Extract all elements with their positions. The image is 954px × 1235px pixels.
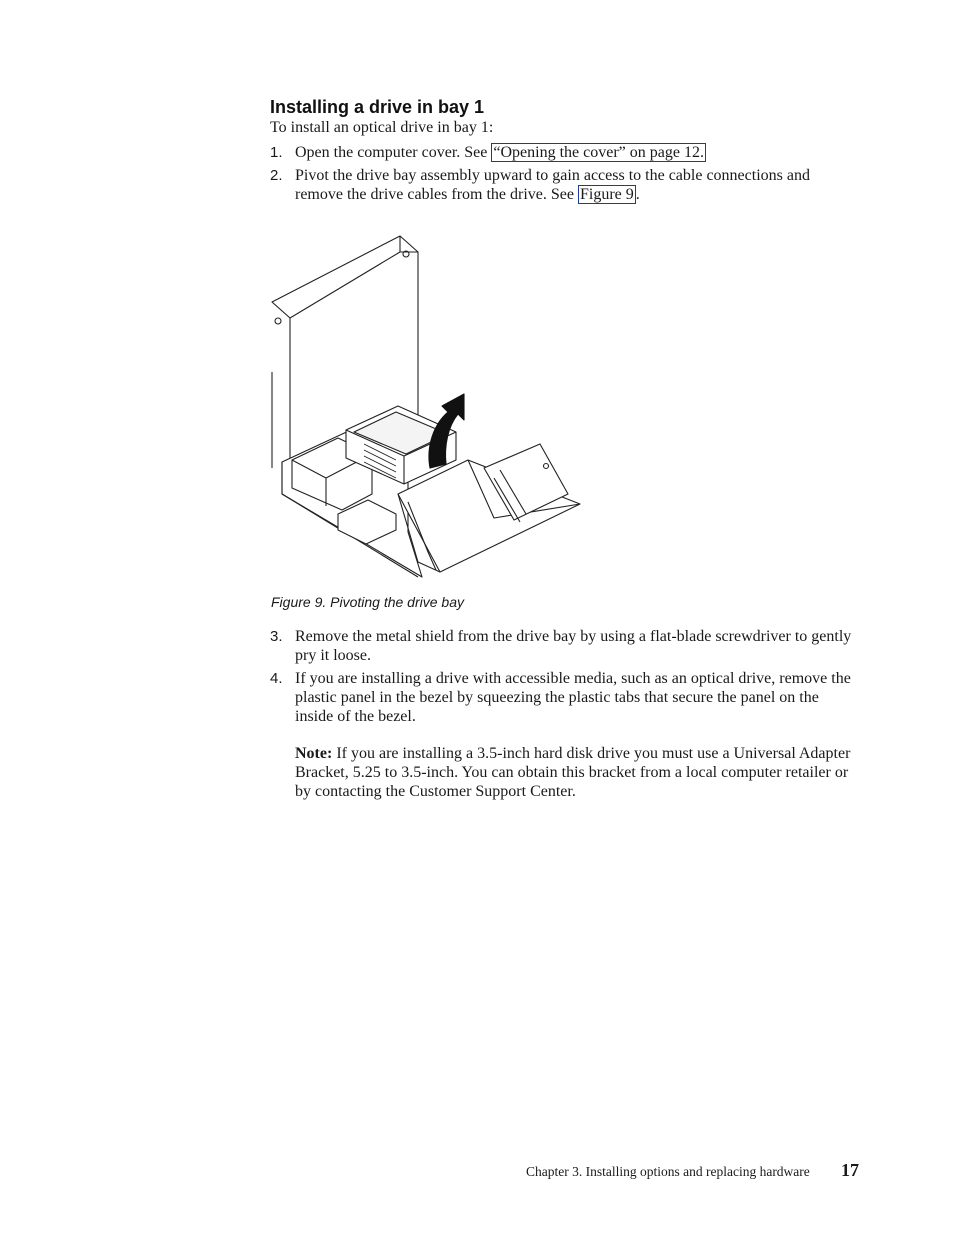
list-item-step-4 bbox=[270, 669, 855, 726]
figure-caption: Figure 9. Pivoting the drive bay bbox=[271, 594, 464, 610]
note-block bbox=[295, 744, 855, 801]
note-label: Note: bbox=[295, 745, 333, 762]
list-item-step-2: 2. Pivot the drive bay assembly upward to gain access to the cable connections and remove the drive cables from the drive. See Figure 9 . bbox=[270, 167, 810, 203]
step-number: 3. bbox=[270, 628, 283, 645]
page-number: 17 bbox=[841, 1160, 859, 1180]
intro-text: To install an optical drive in bay 1: bbox=[270, 119, 494, 136]
section-heading: Installing a drive in bay 1 bbox=[270, 97, 485, 117]
figure-9-link[interactable]: Figure 9 bbox=[580, 186, 634, 203]
opening-cover-link[interactable]: “Opening the cover” on page 12. bbox=[493, 144, 704, 161]
list-item-step-3 bbox=[270, 627, 855, 665]
step-text: Remove the metal shield from the drive bay by using a flat-blade screwdriver to gently pry it loose. bbox=[295, 628, 852, 664]
step-text: If you are installing a drive with accessible media, such as an optical drive, remove the plastic panel in the bezel by squeezing the plastic tabs that secure the panel on the inside of the bezel. bbox=[295, 670, 851, 725]
step-number: 4. bbox=[270, 670, 283, 687]
list-item-step-1 bbox=[270, 143, 855, 162]
step-number: 2. bbox=[270, 167, 283, 184]
note-text: If you are installing a 3.5-inch hard disk drive you must use a Universal Adapter Bracket, 5.25 to 3.5-inch. You can obtain this bracket from a local computer retailer or by contacting the Customer Support Center. bbox=[295, 745, 851, 800]
step-number: 1. bbox=[270, 144, 283, 161]
drive-bay-illustration bbox=[268, 232, 588, 587]
step-text: Pivot the drive bay assembly upward to gain access to the cable connections and remove the drive cables from the drive. See bbox=[295, 167, 810, 203]
step-text: Open the computer cover. See bbox=[295, 144, 492, 161]
footer-chapter: Chapter 3. Installing options and replacing hardware bbox=[526, 1164, 810, 1179]
